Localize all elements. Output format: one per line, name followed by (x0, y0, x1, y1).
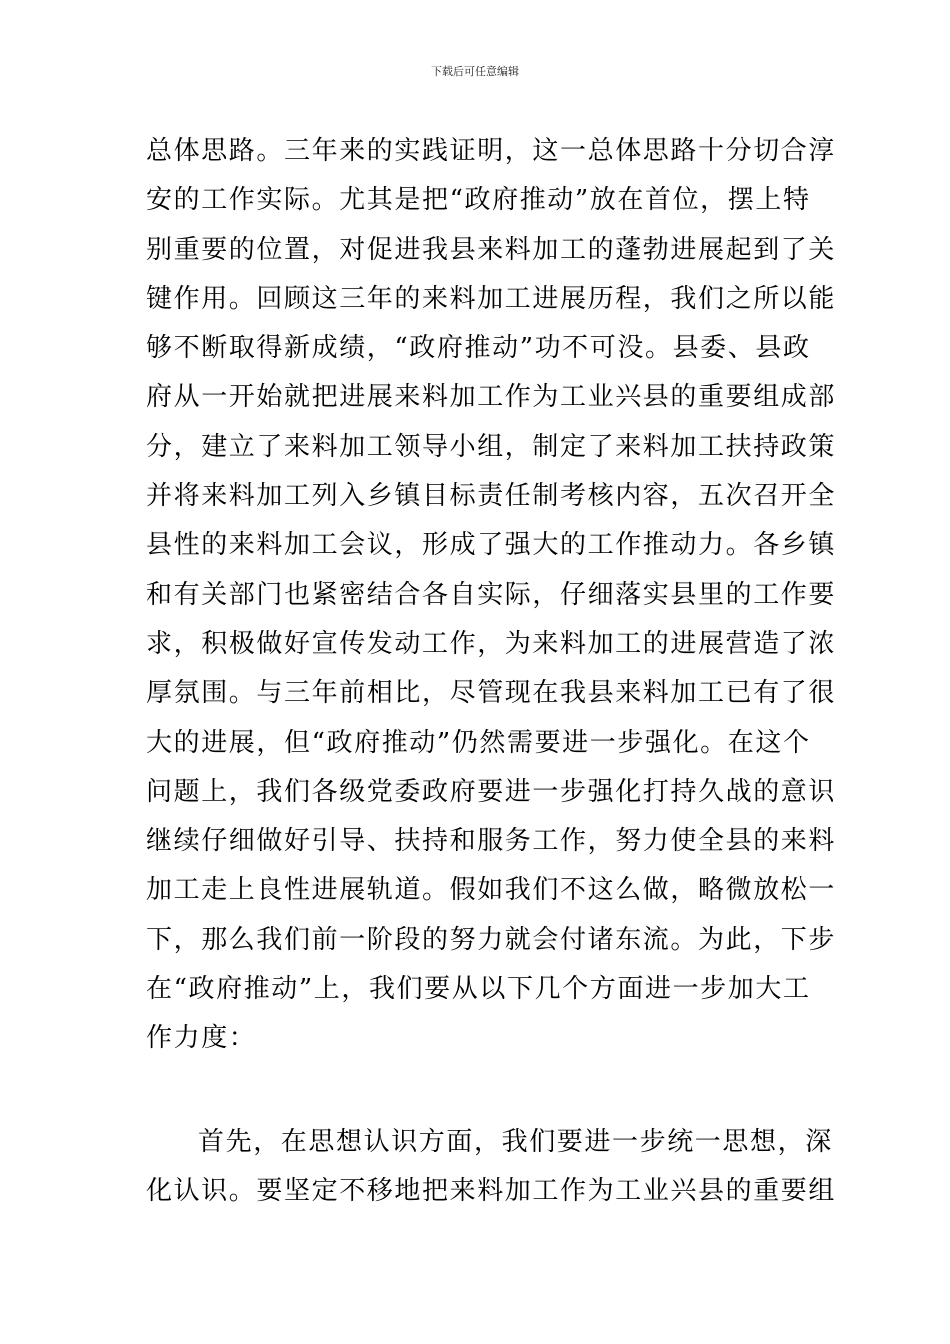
text-line: 加工走上良性进展轨道。假如我们不这么做，略微放松一 (146, 875, 837, 906)
text-line: 厚氛围。与三年前相比，尽管现在我县来料加工已有了很 (146, 678, 837, 709)
text-line: 化认识。要坚定不移地把来料加工作为工业兴县的重要组 (146, 1176, 837, 1207)
text-line: 和有关部门也紧密结合各自实际，仔细落实县里的工作要 (146, 579, 837, 610)
text-line: 求，积极做好宣传发动工作，为来料加工的进展营造了浓 (146, 628, 837, 659)
text-line: 键作用。回顾这三年的来料加工进展历程，我们之所以能 (146, 283, 837, 314)
text-line: 在“政府推动”上，我们要从以下几个方面进一步加大工 (146, 974, 811, 1005)
paragraph-2 (146, 1118, 837, 1217)
text-line: 作力度： (146, 1023, 257, 1054)
text-line-indented: 首先，在思想认识方面，我们要进一步统一思想，深 (198, 1127, 833, 1157)
text-line: 县性的来料加工会议，形成了强大的工作推动力。各乡镇 (146, 530, 837, 561)
text-line: 继续仔细做好引导、扶持和服务工作，努力使全县的来料 (146, 826, 837, 857)
paragraph-1 (146, 127, 837, 1064)
text-line: 分，建立了来料加工领导小组，制定了来料加工扶持政策 (146, 431, 837, 462)
text-line: 并将来料加工列入乡镇目标责任制考核内容，五次召开全 (146, 481, 837, 512)
text-line: 安的工作实际。尤其是把“政府推动”放在首位，摆上特 (146, 185, 811, 216)
text-line: 大的进展，但“政府推动”仍然需要进一步强化。在这个 (146, 727, 811, 758)
text-line: 下，那么我们前一阶段的努力就会付诸东流。为此，下步 (146, 924, 837, 955)
text-line: 问题上，我们各级党委政府要进一步强化打持久战的意识 (146, 776, 837, 807)
page-header: 下载后可任意编辑 (431, 65, 519, 78)
text-line: 别重要的位置，对促进我县来料加工的蓬勃进展起到了关 (146, 234, 837, 265)
text-line: 府从一开始就把进展来料加工作为工业兴县的重要组成部 (146, 382, 837, 413)
text-line: 够不断取得新成绩，“政府推动”功不可没。县委、县政 (146, 333, 811, 364)
text-line: 总体思路。三年来的实践证明，这一总体思路十分切合淳 (146, 136, 837, 166)
